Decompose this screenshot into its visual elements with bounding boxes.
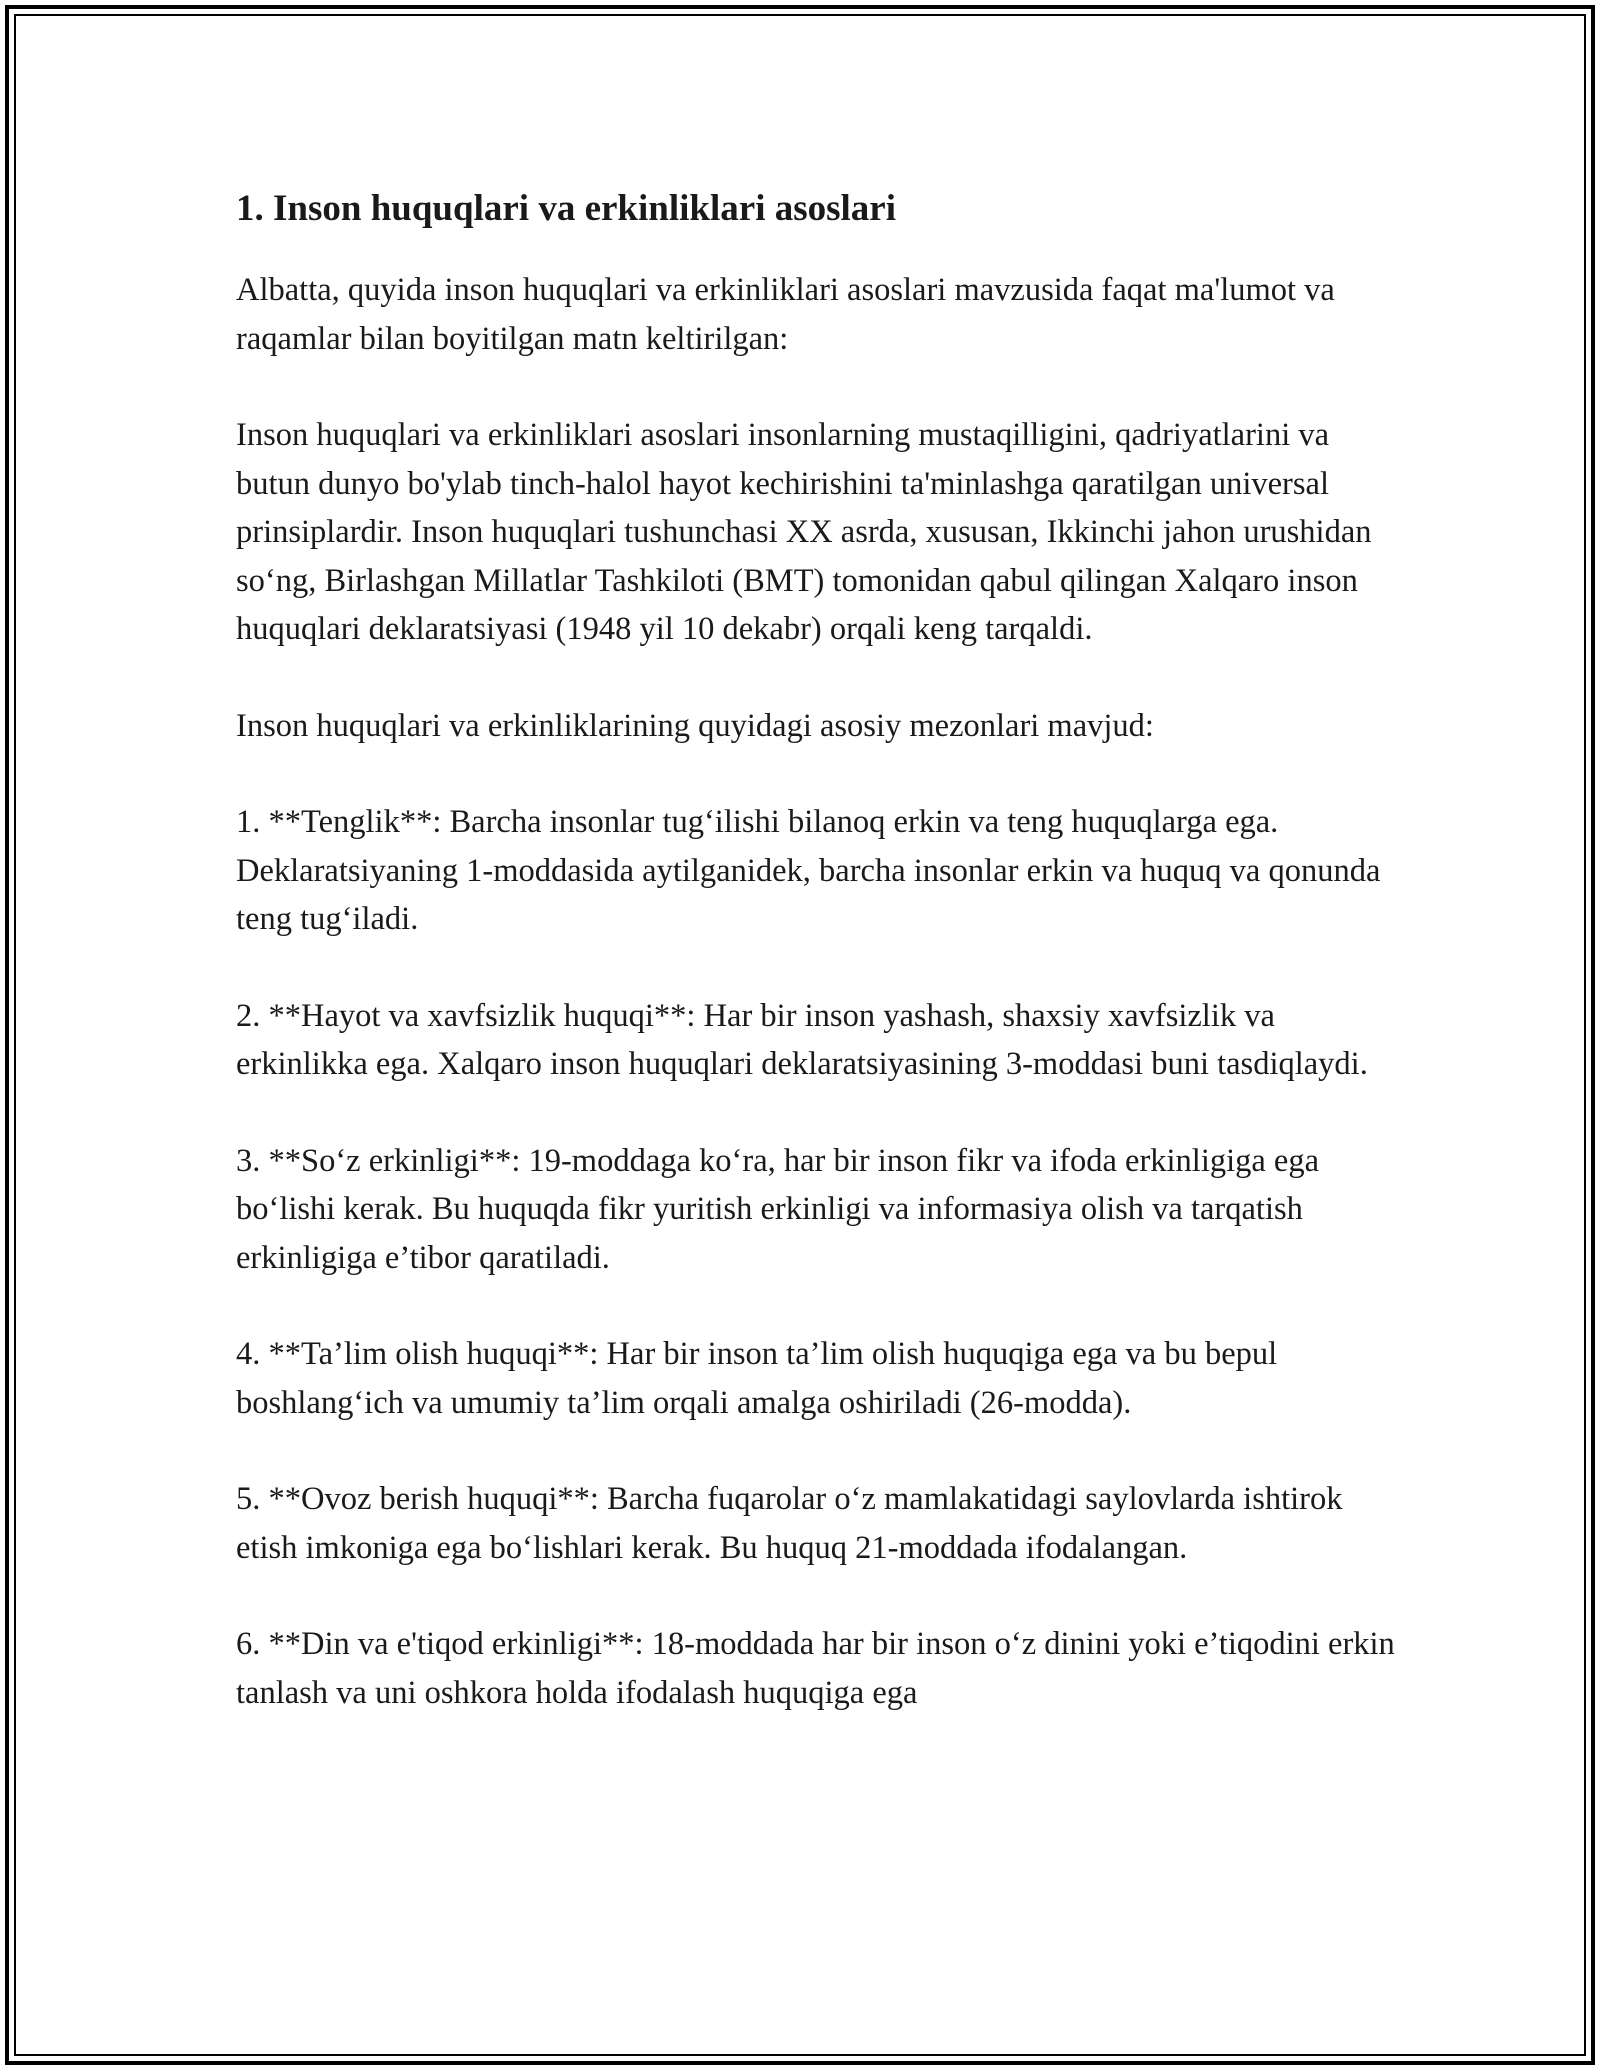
list-item-life-security: 2. **Hayot va xavfsizlik huquqi**: Har bir inson yashash, shaxsiy xavfsizlik va erkinlikka ega. Xalqaro inson huquqlari deklaratsiyasining 3-moddasi buni tasdiqlaydi. (236, 997, 1368, 1083)
document-body (236, 186, 1396, 1765)
document-title: 1. Inson huquqlari va erkinliklari asoslari (236, 188, 897, 229)
intro-paragraph: Albatta, quyida inson huquqlari va erkinliklari asoslari mavzusida faqat ma'lumot va raqamlar bilan boyitilgan matn keltirilgan: (236, 272, 1335, 357)
list-item-equality: 1. **Tenglik**: Barcha insonlar tug‘ilishi bilanoq erkin va teng huquqlarga ega. Deklaratsiyaning 1-moddasida aytilganidek, barcha insonlar erkin va huquq va qonunda teng tug‘iladi. (236, 804, 1381, 938)
criteria-lead-paragraph: Inson huquqlari va erkinliklarining quyidagi asosiy mezonlari mavjud: (236, 707, 1154, 744)
list-item-voting: 5. **Ovoz berish huquqi**: Barcha fuqarolar o‘z mamlakatidagi saylovlarda ishtirok etish imkoniga ega bo‘lishlari kerak. Bu huquq 21-moddada ifodalangan. (236, 1481, 1343, 1566)
list-item-religion: 6. **Din va e'tiqod erkinligi**: 18-moddada har bir inson o‘z dinini yoki e’tiqodini erkin tanlash va uni oshkora holda ifodalash huquqiga ega (236, 1626, 1395, 1711)
list-item-education: 4. **Ta’lim olish huquqi**: Har bir inson ta’lim olish huquqiga ega va bu bepul boshlang‘ich va umumiy ta’lim orqali amalga oshiriladi (26-modda). (236, 1336, 1278, 1421)
list-item-free-speech: 3. **So‘z erkinligi**: 19-moddaga ko‘ra, har bir inson fikr va ifoda erkinligiga ega bo‘lishi kerak. Bu huquqda fikr yuritish erkinligi va informasiya olish va tarqatish erkinligiga e’tibor qaratiladi. (236, 1142, 1320, 1276)
overview-paragraph: Inson huquqlari va erkinliklari asoslari insonlarning mustaqilligini, qadriyatlarini va butun dunyo bo'ylab tinch-halol hayot kechirishini ta'minlashga qaratilgan universal prinsiplardir. Inson huquqlari tushunchasi XX asrda, xususan, Ikkinchi jahon urushidan so‘ng, Birlashgan Millatlar Tashkiloti (BMT) tomonidan qabul qilingan Xalqaro inson huquqlari deklaratsiyasi (1948 yil 10 dekabr) orqali keng tarqaldi. (236, 417, 1372, 648)
